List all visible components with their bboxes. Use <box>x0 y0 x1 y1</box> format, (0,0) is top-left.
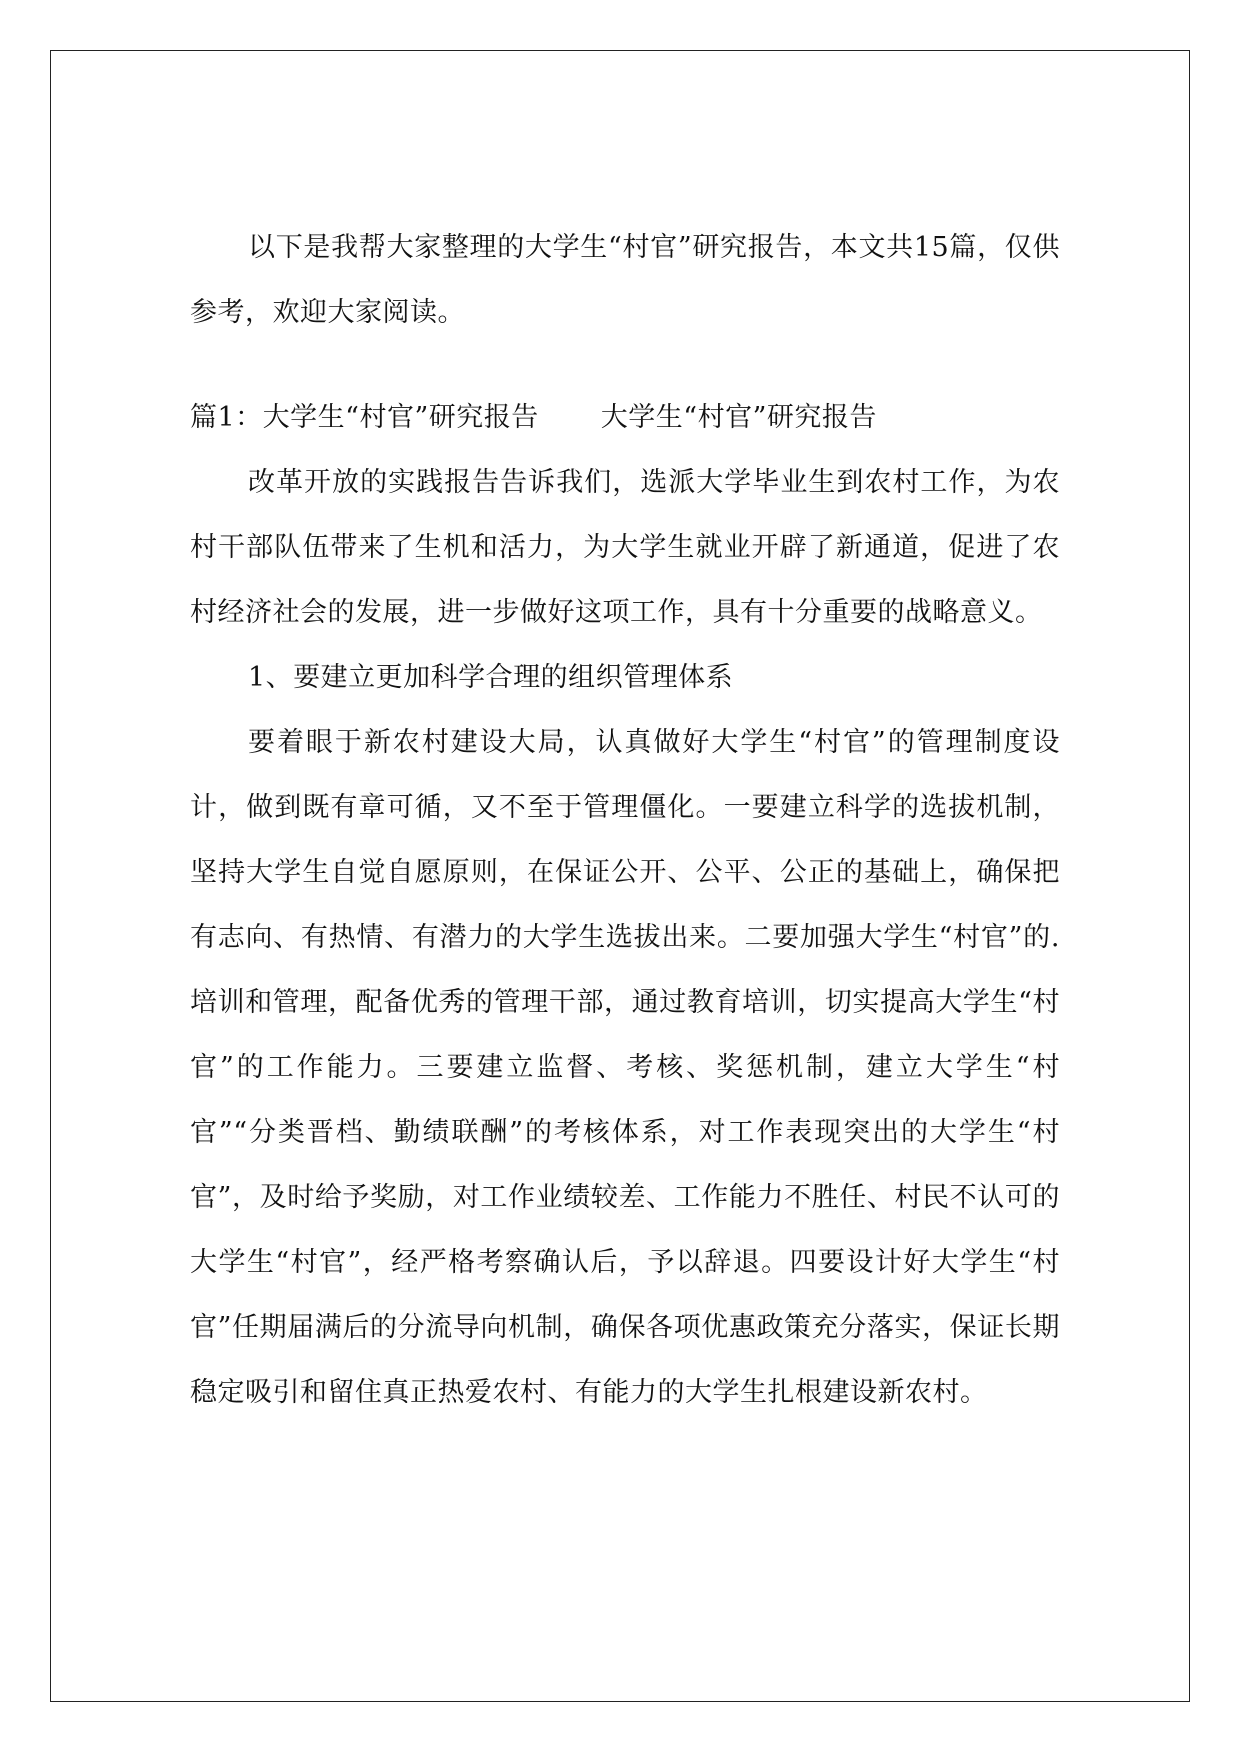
report-title: 大学生“村官”研究报告 <box>600 402 877 433</box>
intro-paragraph: 以下是我帮大家整理的大学生“村官”研究报告，本文共15篇，仅供参考，欢迎大家阅读。 <box>190 232 1060 328</box>
body-paragraph-2: 要着眼于新农村建设大局，认真做好大学生“村官”的管理制度设计，做到既有章可循，又不至于管理僵化。一要建立科学的选拔机制，坚持大学生自觉自愿原则，在保证公开、公平、公正的基础上，确保把有志向、有热情、有潜力的大学生选拔出来。二要加强大学生“村官”的.培训和管理，配备优秀的管理干部，通过教育培训，切实提高大学生“村官”的工作能力。三要建立监督、考核、奖惩机制，建立大学生“村官”“分类晋档、勤绩联酬”的考核体系，对工作表现突出的大学生“村官”，及时给予奖励，对工作业绩较差、工作能力不胜任、村民不认可的大学生“村官”，经严格考察确认后，予以辞退。四要设计好大学生“村官”任期届满后的分流导向机制，确保各项优惠政策充分落实，保证长期稳定吸引和留住真正热爱农村、有能力的大学生扎根建设新农村。 <box>190 727 1060 1408</box>
section-heading <box>190 386 1060 450</box>
document-body <box>190 215 1060 1425</box>
subsection-heading-1: 1、要建立更加科学合理的组织管理体系 <box>248 662 734 693</box>
part-label: 篇1：大学生“村官”研究报告 <box>190 402 539 433</box>
body-paragraph-1: 改革开放的实践报告告诉我们，选派大学毕业生到农村工作，为农村干部队伍带来了生机和活力，为大学生就业开辟了新通道，促进了农村经济社会的发展，进一步做好这项工作，具有十分重要的战略意义。 <box>190 467 1060 628</box>
